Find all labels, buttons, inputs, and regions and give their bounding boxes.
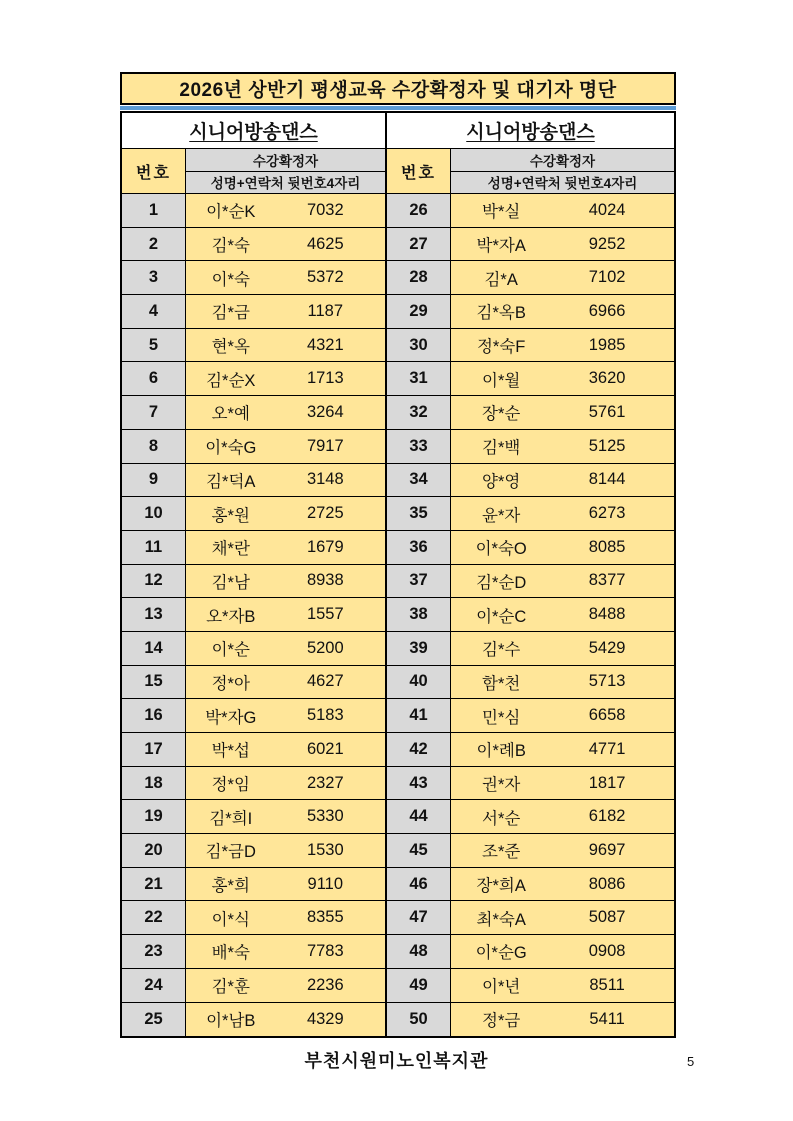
row-number-cell: 6 xyxy=(122,362,186,395)
section-header xyxy=(387,113,674,149)
enrollee-name: 박*실 xyxy=(482,203,521,222)
table-row xyxy=(122,733,385,767)
enrollee-name: 오*예 xyxy=(211,405,250,424)
table-section-1 xyxy=(122,113,385,1036)
enrollee-name: 정*숙F xyxy=(476,338,526,357)
table-row xyxy=(122,767,385,801)
name-digits-cell xyxy=(186,228,385,261)
enrollee-name: 홍*원 xyxy=(211,506,250,525)
enrollee-name: 이*숙O xyxy=(475,540,527,559)
enrollee-name: 박*섭 xyxy=(211,742,250,761)
enrollee-name: 김*A xyxy=(484,270,518,289)
contact-last4: 1530 xyxy=(306,840,344,859)
name-digits-cell xyxy=(451,228,674,261)
enrollee-name: 서*순 xyxy=(482,809,521,828)
table-row xyxy=(387,228,674,262)
row-number-cell: 28 xyxy=(387,261,451,294)
contact-last4: 5087 xyxy=(588,908,626,927)
table-row xyxy=(122,935,385,969)
row-number-cell: 17 xyxy=(122,733,186,766)
enrollee-name: 오*자B xyxy=(206,607,256,626)
section-title-label: 시니어방송댄스 xyxy=(189,122,318,143)
name-digits-cell xyxy=(451,497,674,530)
row-number-cell: 40 xyxy=(387,666,451,699)
row-number-cell: 22 xyxy=(122,901,186,934)
enrollee-name: 이*숙 xyxy=(211,270,250,289)
name-digits-cell xyxy=(186,531,385,564)
enrollee-name: 김*남 xyxy=(211,573,250,592)
contact-last4: 6273 xyxy=(588,504,626,523)
name-digits-cell xyxy=(186,194,385,227)
row-number-cell: 13 xyxy=(122,598,186,631)
name-digits-cell xyxy=(451,194,674,227)
name-digits-cell xyxy=(186,901,385,934)
name-digits-cell xyxy=(451,733,674,766)
table-row xyxy=(387,362,674,396)
enrollee-name: 정*임 xyxy=(211,776,250,795)
row-number-cell: 34 xyxy=(387,464,451,497)
name-digits-cell xyxy=(186,733,385,766)
enrollee-name: 박*자G xyxy=(205,708,257,727)
contact-last4: 8085 xyxy=(588,537,626,556)
row-number-cell: 38 xyxy=(387,598,451,631)
page-title: 2026년 상반기 평생교육 수강확정자 및 대기자 명단 xyxy=(120,72,676,105)
table-row xyxy=(387,901,674,935)
contact-last4: 2725 xyxy=(306,504,344,523)
enrollee-name: 이*남B xyxy=(206,1012,256,1031)
name-digits-cell xyxy=(451,295,674,328)
table-body xyxy=(120,111,676,1038)
row-number-cell: 35 xyxy=(387,497,451,530)
contact-last4: 5125 xyxy=(588,436,626,455)
table-row xyxy=(387,329,674,363)
table-row xyxy=(122,194,385,228)
table-row xyxy=(387,531,674,565)
contact-last4: 5330 xyxy=(306,807,344,826)
enrollee-name: 배*숙 xyxy=(211,944,250,963)
table-row xyxy=(122,632,385,666)
table-row xyxy=(122,464,385,498)
enrollee-name: 김*수 xyxy=(482,641,521,660)
table-row xyxy=(122,565,385,599)
row-number-cell: 1 xyxy=(122,194,186,227)
contact-last4: 5429 xyxy=(588,638,626,657)
column-header-name-digits: 성명+연락처 뒷번호4자리 xyxy=(210,176,361,192)
row-number-cell: 10 xyxy=(122,497,186,530)
name-digits-cell xyxy=(186,632,385,665)
contact-last4: 4625 xyxy=(306,234,344,253)
enrollee-name: 이*월 xyxy=(482,371,521,390)
name-digits-cell xyxy=(186,598,385,631)
contact-last4: 3148 xyxy=(306,470,344,489)
row-number-cell: 47 xyxy=(387,901,451,934)
row-number-cell: 26 xyxy=(387,194,451,227)
contact-last4: 7783 xyxy=(306,941,344,960)
contact-last4: 8488 xyxy=(588,605,626,624)
enrollee-name: 김*옥B xyxy=(476,304,526,323)
contact-last4: 5183 xyxy=(306,706,344,725)
contact-last4: 8938 xyxy=(306,571,344,590)
table-row xyxy=(387,767,674,801)
contact-last4: 8377 xyxy=(588,571,626,590)
table-row xyxy=(122,1003,385,1037)
enrollee-name: 장*순 xyxy=(482,405,521,424)
contact-last4: 5411 xyxy=(589,1009,625,1028)
contact-last4: 1713 xyxy=(306,369,344,388)
table-row xyxy=(122,834,385,868)
row-number-cell: 44 xyxy=(387,800,451,833)
enrollee-name: 김*금 xyxy=(211,304,250,323)
name-digits-cell xyxy=(451,464,674,497)
contact-last4: 1187 xyxy=(307,301,344,320)
name-digits-cell xyxy=(451,531,674,564)
row-number-cell: 4 xyxy=(122,295,186,328)
name-digits-cell xyxy=(451,598,674,631)
contact-last4: 8086 xyxy=(588,874,626,893)
table-row xyxy=(122,699,385,733)
table-row xyxy=(387,834,674,868)
table-row xyxy=(122,228,385,262)
enrollee-name: 이*년 xyxy=(482,978,521,997)
enrollee-name: 이*순C xyxy=(476,607,527,626)
name-digits-cell xyxy=(186,935,385,968)
contact-last4: 5372 xyxy=(306,268,344,287)
name-digits-cell xyxy=(451,362,674,395)
name-digits-cell xyxy=(186,666,385,699)
enrollee-name: 이*순G xyxy=(475,944,527,963)
column-header-confirmed: 수강확정자 xyxy=(451,149,674,172)
name-digits-cell xyxy=(451,261,674,294)
table-row xyxy=(122,800,385,834)
name-digits-cell xyxy=(186,362,385,395)
contact-last4: 4771 xyxy=(588,739,626,758)
enrollee-name: 정*금 xyxy=(482,1012,521,1031)
row-number-cell: 8 xyxy=(122,430,186,463)
row-number-cell: 12 xyxy=(122,565,186,598)
row-number-cell: 2 xyxy=(122,228,186,261)
row-number-cell: 31 xyxy=(387,362,451,395)
enrollee-name: 김*숙 xyxy=(211,237,250,256)
enrollee-name: 김*금D xyxy=(205,843,256,862)
column-header-name-digits: 성명+연락처 뒷번호4자리 xyxy=(487,176,638,192)
enrollee-name: 김*훈 xyxy=(211,978,250,997)
enrollee-name: 최*숙A xyxy=(476,910,526,929)
contact-last4: 4329 xyxy=(306,1009,344,1028)
name-digits-cell xyxy=(186,396,385,429)
enrollee-name: 김*덕A xyxy=(206,472,256,491)
row-number-cell: 39 xyxy=(387,632,451,665)
table-row xyxy=(122,666,385,700)
table-row xyxy=(387,464,674,498)
table-row xyxy=(122,598,385,632)
name-digits-cell xyxy=(451,396,674,429)
enrollee-name: 이*례B xyxy=(476,742,526,761)
table-row xyxy=(122,497,385,531)
enrollee-name: 양*영 xyxy=(482,472,521,491)
table-row xyxy=(122,969,385,1003)
row-number-cell: 48 xyxy=(387,935,451,968)
contact-last4: 4321 xyxy=(306,335,344,354)
name-digits-cell xyxy=(451,1003,674,1037)
contact-last4: 5713 xyxy=(588,672,626,691)
row-number-cell: 3 xyxy=(122,261,186,294)
table-row xyxy=(122,531,385,565)
table-row xyxy=(387,935,674,969)
contact-last4: 6966 xyxy=(588,301,626,320)
contact-last4: 7917 xyxy=(306,436,344,455)
name-digits-cell xyxy=(451,430,674,463)
table-row xyxy=(387,295,674,329)
row-number-cell: 33 xyxy=(387,430,451,463)
name-digits-cell xyxy=(451,868,674,901)
enrollee-name: 홍*희 xyxy=(211,877,250,896)
contact-last4: 7032 xyxy=(306,200,344,219)
contact-last4: 3264 xyxy=(306,402,344,421)
row-number-cell: 27 xyxy=(387,228,451,261)
enrollee-name: 김*백 xyxy=(482,439,521,458)
table-row xyxy=(387,565,674,599)
table-row xyxy=(122,430,385,464)
enrollee-name: 민*심 xyxy=(482,708,521,727)
name-digits-cell xyxy=(186,868,385,901)
enrollee-name: 장*희A xyxy=(476,877,526,896)
enrollee-name: 박*자A xyxy=(476,237,526,256)
row-number-cell: 21 xyxy=(122,868,186,901)
table-row xyxy=(387,598,674,632)
row-number-cell: 43 xyxy=(387,767,451,800)
enrollee-name: 윤*자 xyxy=(482,506,521,525)
name-digits-cell xyxy=(451,969,674,1002)
contact-last4: 4024 xyxy=(588,200,626,219)
name-digits-cell xyxy=(186,430,385,463)
table-row xyxy=(122,329,385,363)
table-row xyxy=(387,800,674,834)
name-digits-cell xyxy=(451,699,674,732)
title-divider xyxy=(120,106,676,110)
enrollee-name: 현*옥 xyxy=(211,338,250,357)
enrollee-name: 이*식 xyxy=(211,910,250,929)
name-digits-cell xyxy=(451,901,674,934)
contact-last4: 9697 xyxy=(588,840,626,859)
contact-last4: 1985 xyxy=(588,335,626,354)
enrollee-name: 이*숙G xyxy=(205,439,257,458)
table-row xyxy=(122,396,385,430)
table-row xyxy=(387,430,674,464)
row-number-cell: 37 xyxy=(387,565,451,598)
footer-org-name: 부천시원미노인복지관 xyxy=(304,1051,489,1071)
contact-last4: 7102 xyxy=(588,268,626,287)
contact-last4: 9110 xyxy=(307,874,344,893)
table-row xyxy=(387,969,674,1003)
enrollee-name: 함*천 xyxy=(482,674,521,693)
enrollee-name: 정*아 xyxy=(211,674,250,693)
table-row xyxy=(387,1003,674,1037)
contact-last4: 3620 xyxy=(588,369,626,388)
enrollee-name: 김*순D xyxy=(476,573,527,592)
row-number-cell: 25 xyxy=(122,1003,186,1037)
table-row xyxy=(122,868,385,902)
name-digits-cell xyxy=(186,261,385,294)
row-number-cell: 14 xyxy=(122,632,186,665)
name-digits-cell xyxy=(186,329,385,362)
column-header-right xyxy=(186,149,385,193)
name-digits-cell xyxy=(186,969,385,1002)
name-digits-cell xyxy=(186,834,385,867)
table-row xyxy=(387,632,674,666)
row-number-cell: 20 xyxy=(122,834,186,867)
table-row xyxy=(122,901,385,935)
row-number-cell: 30 xyxy=(387,329,451,362)
enrollee-name: 이*순 xyxy=(211,641,250,660)
name-digits-cell xyxy=(451,329,674,362)
row-number-cell: 42 xyxy=(387,733,451,766)
contact-last4: 8144 xyxy=(588,470,626,489)
name-digits-cell xyxy=(451,666,674,699)
contact-last4: 2236 xyxy=(306,975,344,994)
column-header-right xyxy=(451,149,674,193)
enrollee-name: 김*희I xyxy=(209,809,253,828)
section-header xyxy=(122,113,385,149)
contact-last4: 2327 xyxy=(306,773,344,792)
name-digits-cell xyxy=(451,767,674,800)
row-number-cell: 5 xyxy=(122,329,186,362)
name-digits-cell xyxy=(186,767,385,800)
contact-last4: 6021 xyxy=(306,739,344,758)
name-digits-cell xyxy=(451,834,674,867)
row-number-cell: 41 xyxy=(387,699,451,732)
contact-last4: 8511 xyxy=(589,975,625,994)
column-header-no: 번호 xyxy=(387,149,451,193)
contact-last4: 8355 xyxy=(306,908,344,927)
table-row xyxy=(387,194,674,228)
row-number-cell: 7 xyxy=(122,396,186,429)
contact-last4: 6658 xyxy=(588,706,626,725)
row-number-cell: 19 xyxy=(122,800,186,833)
name-digits-cell xyxy=(186,464,385,497)
row-number-cell: 46 xyxy=(387,868,451,901)
row-number-cell: 36 xyxy=(387,531,451,564)
name-digits-cell xyxy=(451,800,674,833)
name-digits-cell xyxy=(451,565,674,598)
table-row xyxy=(122,362,385,396)
enrollee-name: 채*란 xyxy=(211,540,250,559)
contact-last4: 5761 xyxy=(588,402,626,421)
column-header-row xyxy=(387,149,674,194)
row-number-cell: 16 xyxy=(122,699,186,732)
column-header-confirmed: 수강확정자 xyxy=(186,149,385,172)
row-number-cell: 49 xyxy=(387,969,451,1002)
row-number-cell: 9 xyxy=(122,464,186,497)
row-number-cell: 15 xyxy=(122,666,186,699)
table-row xyxy=(387,868,674,902)
enrollee-name: 김*순X xyxy=(206,371,256,390)
table-section-2 xyxy=(385,113,674,1036)
name-digits-cell xyxy=(186,1003,385,1037)
enrollee-name: 이*순K xyxy=(206,203,256,222)
table-row xyxy=(387,396,674,430)
table-row xyxy=(387,261,674,295)
contact-last4: 5200 xyxy=(306,638,344,657)
name-digits-cell xyxy=(186,497,385,530)
name-digits-cell xyxy=(186,295,385,328)
table-row xyxy=(122,295,385,329)
contact-last4: 9252 xyxy=(588,234,626,253)
section-title-label: 시니어방송댄스 xyxy=(466,122,595,143)
row-number-cell: 50 xyxy=(387,1003,451,1037)
contact-last4: 4627 xyxy=(306,672,344,691)
column-header-row xyxy=(122,149,385,194)
enrollee-name: 권*자 xyxy=(482,776,521,795)
table-row xyxy=(387,497,674,531)
table-row xyxy=(387,699,674,733)
table-row xyxy=(122,261,385,295)
column-header-no: 번호 xyxy=(122,149,186,193)
enrollee-name: 조*준 xyxy=(482,843,521,862)
row-number-cell: 32 xyxy=(387,396,451,429)
contact-last4: 6182 xyxy=(588,807,626,826)
row-number-cell: 45 xyxy=(387,834,451,867)
name-digits-cell xyxy=(451,632,674,665)
row-number-cell: 29 xyxy=(387,295,451,328)
contact-last4: 1679 xyxy=(306,537,344,556)
roster-table xyxy=(120,72,676,1038)
table-row xyxy=(387,666,674,700)
row-number-cell: 18 xyxy=(122,767,186,800)
row-number-cell: 23 xyxy=(122,935,186,968)
table-row xyxy=(387,733,674,767)
row-number-cell: 11 xyxy=(122,531,186,564)
row-number-cell: 24 xyxy=(122,969,186,1002)
name-digits-cell xyxy=(186,565,385,598)
contact-last4: 0908 xyxy=(588,941,626,960)
contact-last4: 1817 xyxy=(588,773,626,792)
contact-last4: 1557 xyxy=(306,605,344,624)
page-number: 5 xyxy=(687,1054,695,1069)
name-digits-cell xyxy=(451,935,674,968)
name-digits-cell xyxy=(186,699,385,732)
name-digits-cell xyxy=(186,800,385,833)
